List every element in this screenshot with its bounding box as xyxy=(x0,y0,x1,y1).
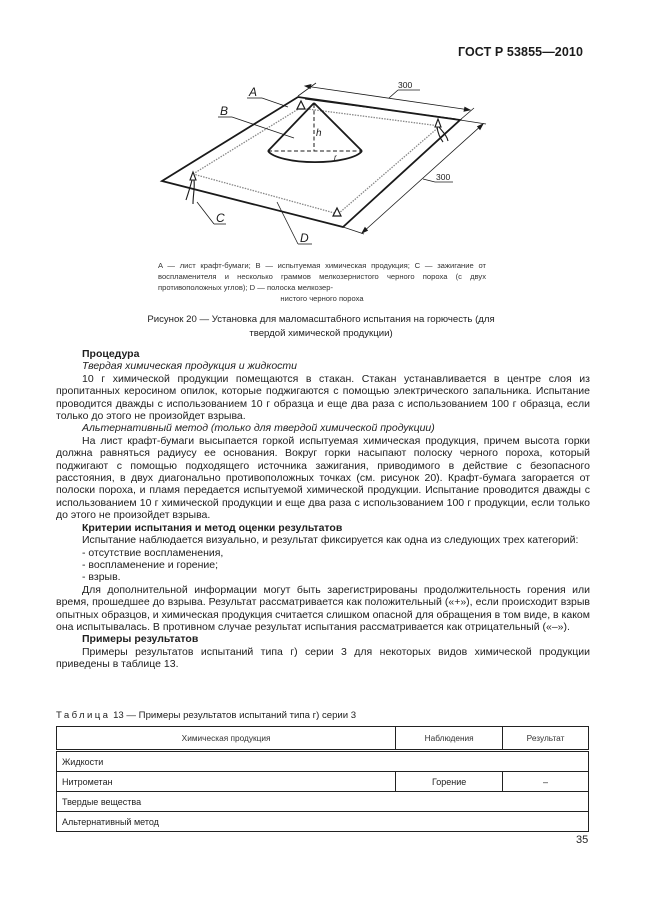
alternative-method-subheading: Альтернативный метод (только для твердой химической продукции) xyxy=(82,422,435,435)
cell-product: Нитрометан xyxy=(57,772,396,792)
procedure-heading: Процедура xyxy=(82,348,140,360)
section-alternative-method: Альтернативный метод xyxy=(57,812,589,832)
criteria-item: - отсутствие воспламенения, xyxy=(82,546,224,559)
criteria-item: - воспламенение и горение; xyxy=(82,558,219,571)
table-header-row xyxy=(57,727,589,751)
svg-text:r: r xyxy=(334,153,337,162)
figure-legend xyxy=(158,260,486,304)
examples-heading: Примеры результатов xyxy=(82,633,199,646)
header-product: Химическая продукция xyxy=(57,727,396,751)
figure-legend-last-line: нистого черного пороха xyxy=(280,294,364,303)
figure-legend-text: A — лист крафт-бумаги; B — испытуемая химическая продукция; C — зажигание от воспламенителя и несколько граммов мелкозернистого черного пороха (с двух противоположных углов); D — полоска мелкозер- xyxy=(158,261,486,292)
table-title-rest: 13 — Примеры результатов испытаний типа г) серии 3 xyxy=(110,710,357,721)
marker-bottom xyxy=(333,208,341,216)
examples-paragraph: Примеры результатов испытаний типа г) серии 3 для некоторых видов химической продукции приведены в таблице 13. xyxy=(56,645,590,671)
igniter-right xyxy=(435,119,448,142)
results-table xyxy=(56,726,589,832)
section-solids: Твердые вещества xyxy=(57,792,589,812)
criteria-heading: Критерии испытания и метод оценки результатов xyxy=(82,521,343,534)
cone-product xyxy=(268,103,362,162)
svg-text:h: h xyxy=(316,128,322,139)
standard-code: ГОСТ Р 53855—2010 xyxy=(457,45,583,59)
label-d: D xyxy=(300,231,309,245)
table-row xyxy=(57,812,589,832)
solid-liquid-subheading: Твердая химическая продукция и жидкости xyxy=(82,360,297,373)
criteria-intro: Испытание наблюдается визуально, и результат фиксируется как одна из следующих трех категорий: xyxy=(82,534,579,547)
label-c: C xyxy=(216,211,225,225)
table-row xyxy=(57,772,589,792)
cell-observation: Горение xyxy=(396,772,503,792)
header-result: Результат xyxy=(503,727,589,751)
criteria-paragraph: Для дополнительной информации могут быть зарегистрированы продолжительность горения или время, прошедшее до взрыва. Результат рассматривается как положительный («+»), если происходит взрыв опытных образцов, и химическая продукция считается слишком опасной для обращения в том виде, в каком она испытывалась. В противном случае результат испытания рассматривается как отрицательный («–»). xyxy=(56,583,590,633)
dimension-right-label: 300 xyxy=(436,172,451,182)
criteria-item: - взрыв. xyxy=(82,571,121,584)
figure-caption: Рисунок 20 — Установка для маломасштабного испытания на горючесть (для твердой химической продукции) xyxy=(147,314,495,339)
dimension-top-label: 300 xyxy=(398,80,413,90)
table-title-prefix: Таблица xyxy=(56,710,111,721)
solid-liquid-paragraph: 10 г химической продукции помещаются в стакан. Стакан устанавливается в центре слоя из пропитанных керосином опилок, которые поджигаются с помощью электрического запальника. Испытание проводится дважды с использованием 10 г образца и еще два раза с использованием 100 г образца, если только до этого не произойдет взрыва. xyxy=(56,372,590,423)
section-liquids: Жидкости xyxy=(57,751,589,772)
body-text xyxy=(56,348,590,671)
dimension-right xyxy=(343,120,486,234)
cell-result: – xyxy=(503,772,589,792)
table-row xyxy=(57,792,589,812)
label-b: B xyxy=(220,104,229,118)
page-number: 35 xyxy=(576,834,589,846)
header-observations: Наблюдения xyxy=(396,727,503,751)
table-row xyxy=(57,751,589,772)
alternative-method-paragraph: На лист крафт-бумаги высыпается горкой испытуемая химическая продукция, причем высота горки должна равняться радиусу ее основания. Вокруг горки насыпают полоску черного пороха, который поджигают с помощью подходящего источника зажигания, приводимого в действие с безопасного расстояния, в двух диагонально противоположных точках (см. рисунок 20). Крафт-бумага загорается от полоски пороха, и пламя передается испытуемой химической продукции. Испытание проводится дважды с использованием 10 г химической продукции и еще два раза с использованием 100 г продукции, если только до этого не произойдет взрыва. xyxy=(56,434,590,522)
figure-20-diagram xyxy=(0,0,646,260)
marker-top-left xyxy=(297,101,305,109)
table-title xyxy=(56,710,356,721)
label-a: A xyxy=(249,85,258,99)
